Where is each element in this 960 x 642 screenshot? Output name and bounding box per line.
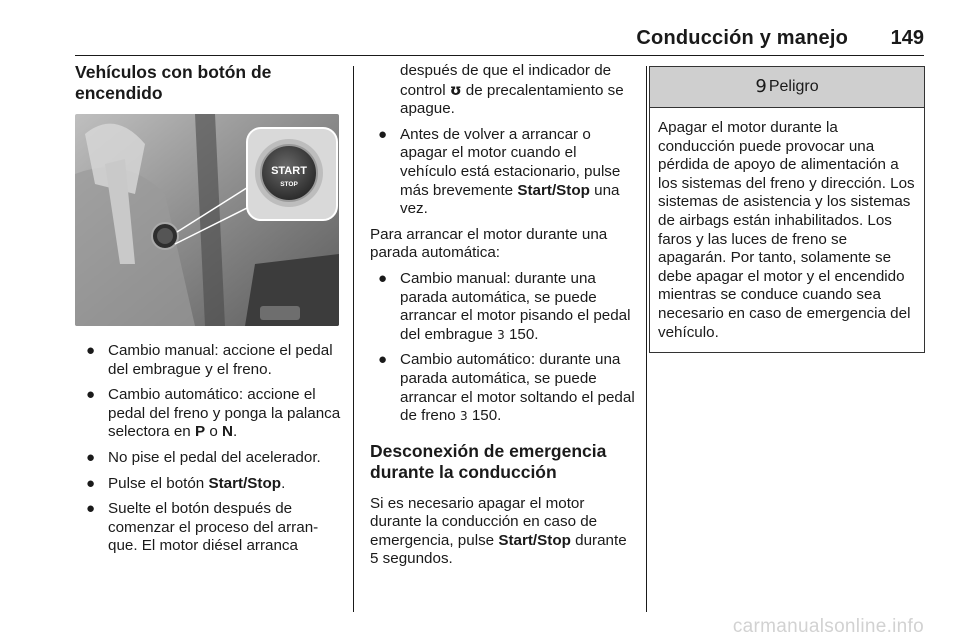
bullet-icon: ● [378, 125, 388, 143]
list-item: ● Pulse el botón Start/Stop. [86, 474, 286, 492]
column-divider [353, 66, 354, 612]
section-heading: Vehículos con botón de encendido [75, 62, 272, 103]
dashboard-photo [75, 114, 339, 326]
danger-header [650, 67, 924, 108]
bullet-icon: ● [86, 448, 96, 466]
list-item: ● Cambio automático: accione el pedal del freno y ponga la palanca selectora en P o N. [86, 386, 341, 441]
list-item: ● Suelte el botón después de comenzar el proceso del arranque. El motor diésel arranca [86, 500, 319, 555]
danger-title: Peligro [768, 77, 819, 95]
watermark: carmanualsonline.info [732, 616, 924, 637]
danger-box [649, 66, 925, 353]
autostop-list [370, 270, 636, 426]
column-3 [649, 62, 925, 353]
page-ref-icon[interactable]: 3 [497, 327, 505, 342]
column-1 [75, 62, 341, 563]
stop-label: STOP [280, 181, 298, 188]
bullet-icon: ● [86, 342, 96, 359]
bullet-icon: ● [86, 386, 96, 404]
paragraph: Si es necesario apagar el motor durante la conducción en caso de emergencia, pulse Start/Stop durante 5 segundos. [370, 494, 627, 568]
paragraph: Para arrancar el motor durante una parada automática: [370, 225, 608, 262]
page-number: 149 [890, 27, 924, 49]
bullet-icon: ● [86, 474, 96, 492]
section-heading: Desconexión de emergencia durante la conducción [370, 440, 607, 482]
list-item: ● Cambio automático: durante una parada automática, se puede arrancar el motor soltando el pedal de freno 3 150. [378, 351, 635, 425]
start-instructions-list [75, 342, 341, 556]
list-item: ● No pise el pedal del acelerador. [86, 448, 321, 466]
list-item: ● Cambio manual: accione el pedal del embrague y el freno. [86, 342, 333, 378]
restart-list [370, 126, 636, 219]
list-item: ● Antes de volver a arrancar o apagar el motor cuando el vehículo está estacionario, pulse más brevemente Start/Stop una vez. [378, 125, 621, 218]
glow-plug-icon: ʊ [449, 80, 462, 99]
bullet-icon: ● [378, 351, 388, 369]
header-title: Conducción y manejo [636, 27, 848, 49]
danger-text: Apagar el motor durante la conducción puede provocar una pérdida de apoyo de alimentación a los sistemas del freno y dirección. Los sistemas de asistencia y los sistemas de airbags están inhabilitados. Los faros y las luces de freno se apagarán. Por tanto, solamente se debe apagar el motor y el encendido mientras se conduce cuando sea necesario en caso de emergencia del vehículo. [658, 119, 915, 341]
list-item: ● Cambio manual: durante una parada automática, se puede arrancar el motor pisando el pedal del embrague 3 150. [378, 269, 631, 343]
start-label: START [271, 165, 307, 177]
column-2 [370, 62, 636, 576]
bullet-icon: ● [378, 269, 388, 287]
bullet-icon: ● [86, 500, 96, 518]
page-ref-icon[interactable]: 3 [459, 409, 468, 424]
continued-text: después de que el indicador de control ʊ de precalentamiento se apague. [400, 62, 624, 118]
column-divider [646, 66, 647, 612]
header-rule [75, 55, 924, 56]
start-button-illustration [75, 114, 339, 326]
warning-triangle-icon: 9 [755, 75, 767, 97]
